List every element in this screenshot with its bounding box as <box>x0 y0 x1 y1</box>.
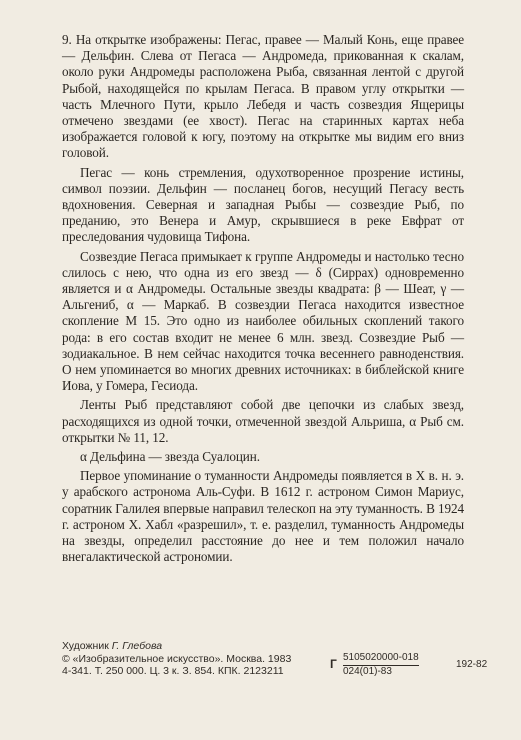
index-denominator: 024(01)-83 <box>343 666 392 677</box>
paragraph-card-description: 9. На открытке изображены: Пегас, правее — Малый Конь, еще правее — Дельфин. Слева от Пегаса — Андромеда, прикованная к скалам, около руки Андромеды расположена Рыба, связанная лентой с другой Рыбой, находящейся по крылам Пегаса. В правом углу открытки — часть Млечного Пути, крыло Лебедя и часть созвездия Ящерицы отмечено звездами (ее хвост). Пегас на старинных картах неба изображается головой к югу, поэтому на открытке мы видим его вниз головой. <box>62 32 464 161</box>
paragraph-pisces-ribbons: Ленты Рыб представляют собой две цепочки из слабых звезд, расходящихся из одной точки, отмеченной звездой Альриша, α Рыб см. открытки № 11, 12. <box>62 397 464 445</box>
publisher-line: © «Изобразительное искусство». Москва. 1983 <box>62 652 292 665</box>
paragraph-symbolism: Пегас — конь стремления, одухотворенное прозрение истины, символ поэзии. Дельфин — посланец богов, несущий Пегасу весть вдохновения. Северная и западная Рыбы — созвездие Рыб, по преданию, это Венера и Амур, скрывшиеся в реке Евфрат от преследования чудовища Тифона. <box>62 164 464 245</box>
print-info-line: 4-341. Т. 250 000. Ц. 3 к. З. 854. КПК. 2123211 <box>62 665 284 678</box>
colophon <box>62 640 488 678</box>
paragraph-pegasus-constellation: Созвездие Пегаса примыкает к группе Андромеды и настолько тесно слилось с нею, что одна из его звезд — δ (Сиррах) одновременно является и α Андромеды. Остальные звезды квадрата: β — Шеат, γ — Альгениб, α — Маркаб. В созвездии Пегаса находится известное скопление М 15. Это одно из наиболее обильных скоплений такого рода: в его состав входит не менее 6 млн. звезд. Созвездие Рыб — зодиакальное. В нем сейчас находится точка весеннего равноденствия. О нем упоминается во многих древних источниках: в библейской книге Иова, у Гомера, Гесиода. <box>62 248 464 394</box>
artist-label: Художник <box>62 640 109 652</box>
paragraph-andromeda-nebula: Первое упоминание о туманности Андромеды появляется в X в. н. э. у арабского астронома Аль-Суфи. В 1612 г. астроном Симон Мариус, соратник Галилея впервые направил телескоп на эту туманность. В 1924 г. астроном Х. Хабл «разрешил», т. е. разделил, туманность Андромеды на звезды, определил расстояние до нее и тем положил начало внегалактической астрономии. <box>62 468 464 565</box>
index-numerator: 5105020000-018 <box>343 652 419 666</box>
index-code: 192-82 <box>456 659 488 670</box>
description-text <box>62 32 464 569</box>
artist-name: Г. Глебова <box>111 640 163 652</box>
artist-line <box>62 640 482 653</box>
index-letter: Г <box>330 657 337 671</box>
paragraph-delphinus-star: α Дельфина — звезда Суалоцин. <box>80 449 260 465</box>
